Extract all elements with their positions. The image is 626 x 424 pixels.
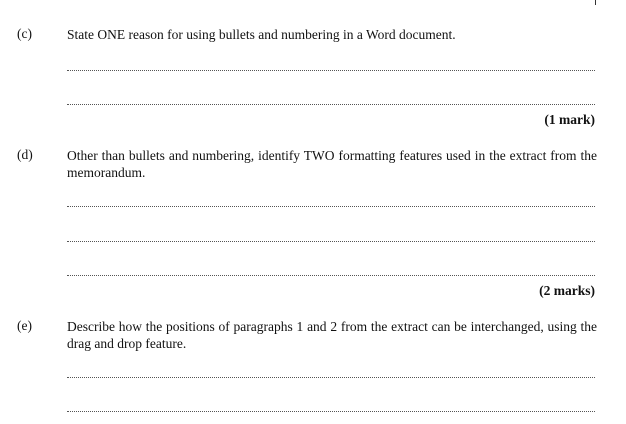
- answer-line-d-1[interactable]: [67, 206, 595, 207]
- question-d-marks: (2 marks): [539, 283, 595, 298]
- answer-line-d-2[interactable]: [67, 241, 595, 242]
- question-e-label: (e): [17, 318, 32, 333]
- answer-line-e-1[interactable]: [67, 377, 595, 378]
- page-edge-mark: [595, 0, 596, 5]
- question-c-text: State ONE reason for using bullets and numbering in a Word document.: [67, 27, 456, 42]
- answer-line-e-2[interactable]: [67, 411, 595, 412]
- question-c-label: (c): [17, 26, 32, 41]
- question-d-label: (d): [17, 147, 33, 162]
- answer-line-c-1[interactable]: [67, 70, 595, 71]
- question-e-text: Describe how the positions of paragraphs 1 and 2 from the extract can be interchanged, using the drag and drop feature.: [67, 319, 597, 351]
- question-c-marks: (1 mark): [544, 112, 595, 127]
- question-d-text: Other than bullets and numbering, identify TWO formatting features used in the extract from the memorandum.: [67, 148, 597, 180]
- answer-line-c-2[interactable]: [67, 104, 595, 105]
- answer-line-d-3[interactable]: [67, 275, 595, 276]
